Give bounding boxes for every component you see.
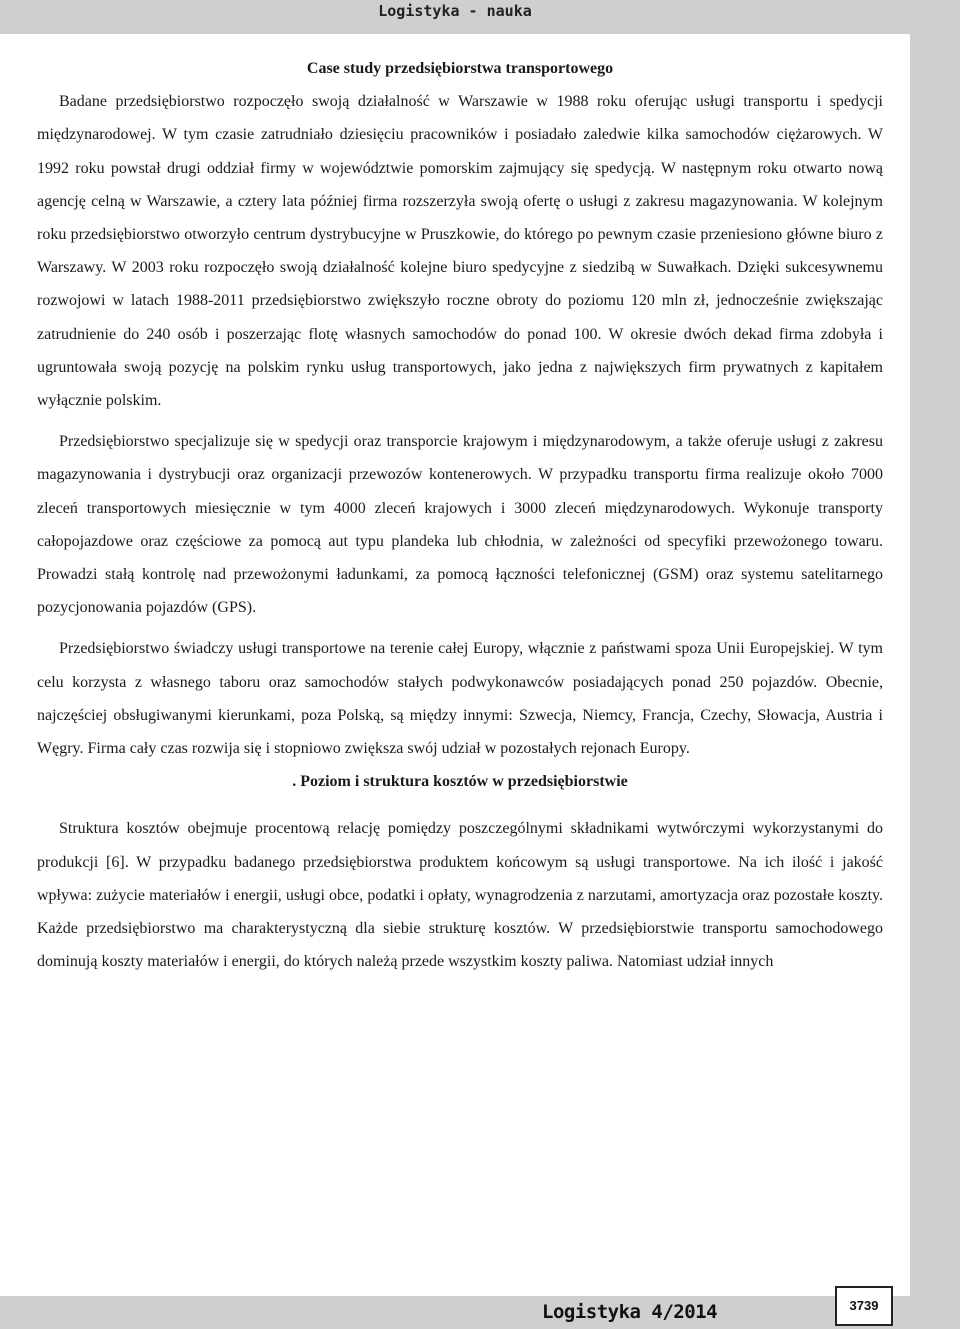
article-title: Case study przedsiębiorstwa transportowego xyxy=(306,60,614,77)
article-paragraph-2: Przedsiębiorstwo specjalizuje się w spedycji oraz transporcie krajowym i międzynarodowym, a także oferuje usługi z zakresu magazynowania i dystrybucji oraz organizacji przewozów kontenerowych. W przypadku transportu firma realizuje około 7000 zleceń transportowych miesięcznie w tym 4000 zleceń krajowych i 3000 zleceń międzynarodowych. Wykonuje transporty całopojazdowe oraz częściowe za pomocą aut typu plandeka lub chłodnia, w zależności od specyfiki przewożonego towaru. Prowadzi stałą kontrolę nad przewożonymi ładunkami, za pomocą łączności telefonicznej (GSM) oraz systemu satelitarnego pozycjonowania pojazdów (GPS). xyxy=(37,433,883,617)
section-paragraph: Struktura kosztów obejmuje procentową relację pomiędzy poszczególnymi składnikami wytwórczymi wykorzystanymi do produkcji [6]. W przypadku badanego przedsiębiorstwa produktem końcowym są usługi transportowe. Na ich ilość i jakość wpływa: zużycie materiałów i energii, usługi obce, podatki i opłaty, wynagrodzenia z narzutami, amortyzacja oraz pozostałe koszty. Każde przedsiębiorstwo ma charakterystyczną dla siebie strukturę kosztów. W przedsiębiorstwie transportu samochodowego dominują koszty materiałów i energii, do których należą przede wszystkim koszty paliwa. Natomiast udział innych xyxy=(37,820,883,971)
article-paragraph-1: Badane przedsiębiorstwo rozpoczęło swoją działalność w Warszawie w 1988 roku oferując usługi transportu i spedycji międzynarodowej. W tym czasie zatrudniało dziesięciu pracowników i posiadało zaledwie kilka samochodów ciężarowych. W 1992 roku powstał drugi oddział firmy w województwie pomorskim zajmujący się spedycją. W następnym roku otwarto nową agencję celną w Warszawie, a cztery lata później firma rozszerzyła swoją ofertę o usługi z zakresu magazynowania. W kolejnym roku przedsiębiorstwo otworzyło centrum dystrybucyjne w Pruszkowie, do którego po pewnym czasie przeniesiono główne biuro z Warszawy. W 2003 roku rozpoczęło swoją działalność kolejne biuro spedycyjne z siedzibą w Suwałkach. Dzięki sukcesywnemu rozwojowi w latach 1988-2011 przedsiębiorstwo zwiększyło roczne obroty do poziomu 120 mln zł, jednocześnie zwiększając zatrudnienie do 240 osób i poszerzając flotę własnych samochodów do ponad 100. W okresie dwóch dekad firma zdobyła i ugruntowała swoją pozycję na polskim rynku usług transportowych, jako jedna z największych firm prywatnych z kapitałem wyłącznie polskim. xyxy=(37,93,883,410)
section-title: . Poziom i struktura kosztów w przedsiębiorstwie xyxy=(292,773,628,791)
running-header: Logistyka - nauka xyxy=(378,2,532,20)
page-body xyxy=(0,34,910,1296)
page-number: 3739 xyxy=(835,1286,893,1326)
article-content xyxy=(37,52,883,978)
footer-band xyxy=(0,1296,960,1329)
journal-name: Logistyka 4/2014 xyxy=(542,1301,718,1323)
article-paragraph-3: Przedsiębiorstwo świadczy usługi transportowe na terenie całej Europy, włącznie z państwami spoza Unii Europejskiej. W tym celu korzysta z własnego taboru oraz samochodów stałych podwykonawców posiadających ponad 250 pojazdów. Obecnie, najczęściej obsługiwanymi kierunkami, poza Polską, są między innymi: Szwecja, Niemcy, Francja, Czechy, Słowacja, Austria i Węgry. Firma cały czas rozwija się i stopniowo zwiększa swój udział w pozostałych rejonach Europy. xyxy=(37,640,883,758)
